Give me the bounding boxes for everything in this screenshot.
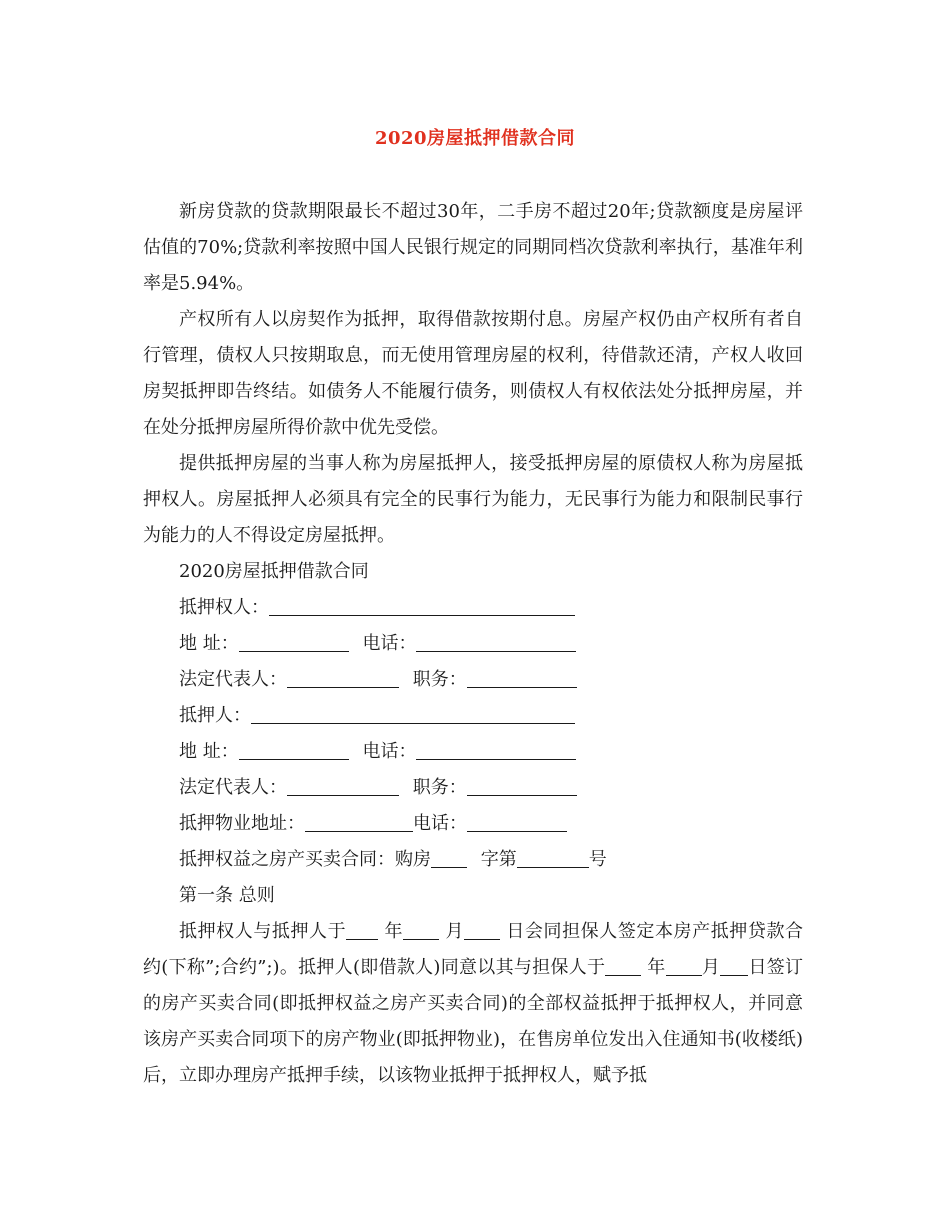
blank-line	[416, 739, 576, 760]
field-address-phone-2	[179, 734, 576, 770]
field-address-phone-1	[179, 626, 576, 662]
paragraph-text: 产权所有人以房契作为抵押，取得借款按期付息。房屋产权仍由产权所有者自行管理，债权人只按期取息，而无使用管理房屋的权利，待借款还清，产权人收回房契抵押即告终结。如债务人不能履行债务，则债权人有权依法处分抵押房屋，并在处分抵押房屋所得价款中优先受偿。	[143, 309, 803, 438]
field-label: 抵押权益之房产买卖合同：购房	[179, 849, 431, 870]
article-1-body	[143, 914, 803, 1094]
field-label: 电话：	[362, 741, 417, 762]
field-label: 抵押人：	[179, 705, 251, 726]
field-rights-contract	[179, 842, 607, 878]
field-label: 电话：	[413, 813, 467, 834]
field-property-address	[179, 806, 567, 842]
blank-line	[467, 811, 567, 832]
blank-line	[416, 631, 576, 652]
blank-line	[239, 739, 349, 760]
text-run: 日签订的房产买卖合同(即抵押权益之房产买卖合同)的全部权益抵押于抵押权人，并同意该房产买卖合同项下的房产物业(即抵押物业)，在售房单位发出入住通知书(收楼纸)后，立即办理房产抵押手续，以该物业抵押于抵押权人，赋予抵	[143, 957, 804, 1086]
text-run: 月	[445, 921, 465, 942]
field-label: 电话：	[362, 633, 417, 654]
blank-line	[464, 919, 500, 940]
field-label: 地 址：	[179, 741, 239, 762]
paragraph-parties-definition	[143, 446, 803, 554]
paragraph-text	[143, 914, 803, 1094]
field-legal-rep-2	[179, 770, 577, 806]
text-run: 月	[701, 957, 721, 978]
blank-line	[346, 919, 378, 940]
blank-line	[251, 703, 575, 724]
field-label: 抵押权人：	[179, 597, 269, 618]
field-label: 职务：	[412, 669, 467, 690]
blank-line	[666, 955, 702, 976]
blank-line	[269, 595, 575, 616]
field-legal-rep-1	[179, 662, 577, 698]
field-label: 地 址：	[179, 633, 239, 654]
paragraph-mortgage-definition	[143, 302, 803, 446]
field-label: 号	[588, 849, 607, 870]
text-run: 年	[647, 957, 666, 978]
contract-title: 2020房屋抵押借款合同	[179, 561, 369, 582]
field-mortgagee	[179, 590, 575, 626]
field-label: 法定代表人：	[179, 777, 287, 798]
field-mortgagor	[179, 698, 575, 734]
blank-line	[287, 667, 399, 688]
text-run: 日会同担保人签定本房产抵押贷款合约(下称”;合约”;)。抵押人(即借款人)同意以其与担保人于	[143, 921, 804, 978]
article-1-heading: 第一条 总则	[179, 885, 275, 906]
blank-line	[467, 775, 577, 796]
blank-line	[403, 919, 439, 940]
blank-line	[305, 811, 413, 832]
blank-line	[467, 667, 577, 688]
text-run: 年	[384, 921, 404, 942]
paragraph-text: 新房贷款的贷款期限最长不超过30年，二手房不超过20年;贷款额度是房屋评估值的70%;贷款利率按照中国人民银行规定的同期同档次贷款利率执行，基准年利率是5.94%。	[143, 201, 803, 294]
blank-line	[287, 775, 399, 796]
field-label: 职务：	[412, 777, 467, 798]
blank-line	[605, 955, 641, 976]
paragraph-loan-terms	[143, 194, 803, 302]
text-run: 抵押权人与抵押人于	[179, 921, 347, 942]
field-label: 抵押物业地址：	[179, 813, 305, 834]
field-label: 法定代表人：	[179, 669, 287, 690]
blank-line	[517, 847, 589, 868]
blank-line	[720, 955, 748, 976]
field-label: 字第	[480, 849, 517, 870]
paragraph-text: 提供抵押房屋的当事人称为房屋抵押人，接受抵押房屋的原债权人称为房屋抵押权人。房屋抵押人必须具有完全的民事行为能力，无民事行为能力和限制民事行为能力的人不得设定房屋抵押。	[143, 453, 803, 546]
blank-line	[431, 847, 467, 868]
blank-line	[239, 631, 349, 652]
document-title: 2020房屋抵押借款合同	[374, 128, 576, 149]
